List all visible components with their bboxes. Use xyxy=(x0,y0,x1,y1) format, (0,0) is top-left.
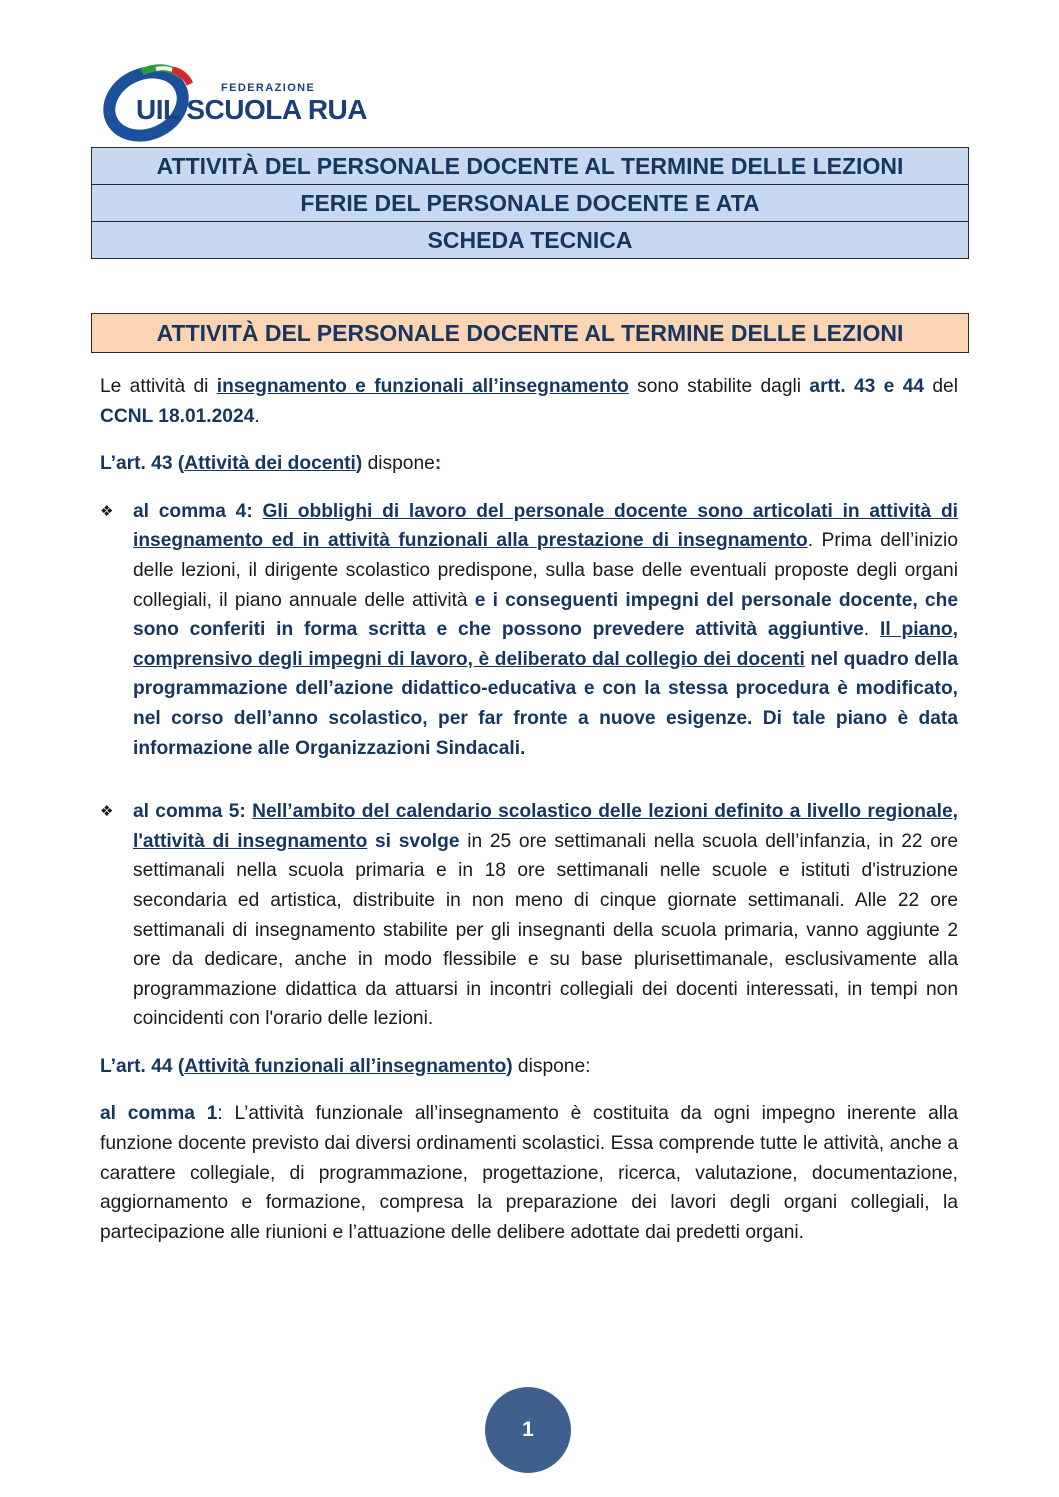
diamond-bullet-icon: ❖ xyxy=(100,803,114,821)
list-item-comma-5: ❖ al comma 5: Nell’ambito del calendario scolastico delle lezioni definito a livello regionale, l'attività di insegnamento si svolge in 25 ore settimanali nella scuola dell’infanzia, in 22 ore settimanali nella scuola primaria e in 18 ore settimanali nelle scuole e istituti d'istruzione secondaria ed artistica, distribuite in non meno di cinque giornate settimanali. Alle 22 ore settimanali di insegnamento stabilite per gli insegnanti della scuola primaria, vanno aggiunte 2 ore da dedicare, anche in modo flessibile e su base plurisettimanale, esclusivamente alla programmazione didattica da attuarsi in incontri collegiali dei docenti interessati, in tempi non coincidenti con l'orario delle lezioni. xyxy=(100,797,958,1034)
art44-heading: L’art. 44 (Attività funzionali all’insegnamento) dispone: xyxy=(100,1055,591,1077)
title-row-1: ATTIVITÀ DEL PERSONALE DOCENTE AL TERMINE DELLE LEZIONI xyxy=(92,148,969,185)
intro-paragraph: Le attività di insegnamento e funzionali all’insegnamento sono stabilite dagli artt. 43 e 44 del CCNL 18.01.2024. xyxy=(100,376,958,427)
uil-scuola-logo xyxy=(102,60,372,146)
comma-1-paragraph: al comma 1: L’attività funzionale all’insegnamento è costituita da ogni impegno inerente alla funzione docente previsto dai diversi ordinamenti scolastici. Essa comprende tutte le attività, anche a carattere collegiale, di programmazione, progettazione, ricerca, valutazione, documentazione, aggiornamento e formazione, compresa la preparazione dei lavori degli organi collegiali, la partecipazione alle riunioni e l’attuazione delle delibere adottate dai predetti organi. xyxy=(100,1103,958,1243)
document-body xyxy=(100,372,958,1265)
list-item-comma-4: ❖ al comma 4: Gli obblighi di lavoro del personale docente sono articolati in attività di insegnamento ed in attività funzionali alla prestazione di insegnamento. Prima dell’inizio delle lezioni, il dirigente scolastico predispone, sulla base delle eventuali proposte degli organi collegiali, il piano annuale delle attività e i conseguenti impegni del personale docente, che sono conferiti in forma scritta e che possono prevedere attività aggiuntive. Il piano, comprensivo degli impegni di lavoro, è deliberato dal collegio dei docenti nel quadro della programmazione dell’azione didattico-educativa e con la stessa procedura è modificato, nel corso dell’anno scolastico, per far fronte a nuove esigenze. Di tale piano è data informazione alle Organizzazioni Sindacali. xyxy=(100,497,958,763)
diamond-bullet-icon: ❖ xyxy=(100,502,114,520)
art43-heading: L’art. 43 (Attività dei docenti) dispone: xyxy=(100,453,442,475)
section-heading: ATTIVITÀ DEL PERSONALE DOCENTE AL TERMINE DELLE LEZIONI xyxy=(91,313,969,353)
title-table xyxy=(91,147,969,259)
page-number-badge: 1 xyxy=(485,1387,571,1473)
logo-brand-text: UIL SCUOLA RUA xyxy=(136,94,367,125)
logo-federazione-text: FEDERAZIONE xyxy=(221,82,316,94)
title-row-3: SCHEDA TECNICA xyxy=(92,222,969,259)
title-row-2: FERIE DEL PERSONALE DOCENTE E ATA xyxy=(92,185,969,222)
